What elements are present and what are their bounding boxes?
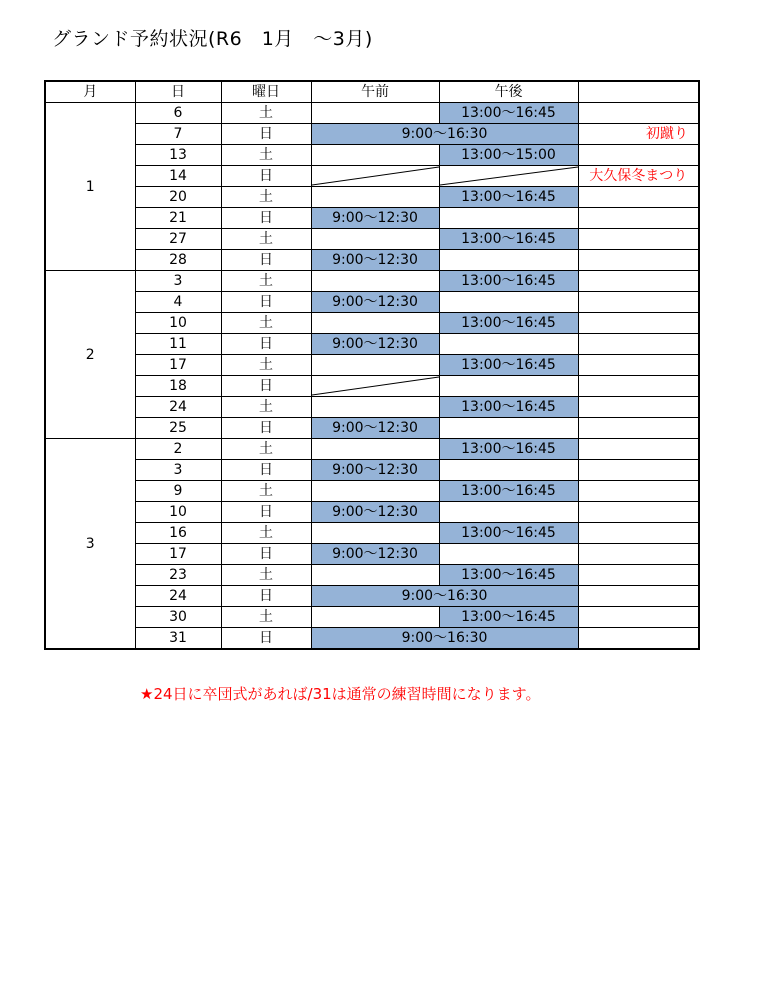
am-slot: 9:00～12:30 <box>311 208 439 229</box>
table-row <box>45 397 699 418</box>
weekday-cell: 日 <box>221 208 311 229</box>
header-note <box>578 81 699 103</box>
day-cell: 11 <box>135 334 221 355</box>
day-cell: 3 <box>135 271 221 292</box>
table-row <box>45 565 699 586</box>
pm-slot <box>439 418 578 439</box>
am-slot <box>311 439 439 460</box>
weekday-cell: 日 <box>221 418 311 439</box>
note-cell <box>578 334 699 355</box>
pm-slot: 13:00～16:45 <box>439 523 578 544</box>
note-cell <box>578 523 699 544</box>
am-slot: 9:00～12:30 <box>311 250 439 271</box>
day-cell: 10 <box>135 502 221 523</box>
note-cell <box>578 439 699 460</box>
note-cell <box>578 145 699 166</box>
note-cell <box>578 376 699 397</box>
weekday-cell: 土 <box>221 397 311 418</box>
am-slot <box>311 166 439 187</box>
am-slot: 9:00～12:30 <box>311 418 439 439</box>
weekday-cell: 土 <box>221 481 311 502</box>
day-cell: 17 <box>135 355 221 376</box>
weekday-cell: 日 <box>221 628 311 650</box>
day-cell: 21 <box>135 208 221 229</box>
fullday-slot: 9:00～16:30 <box>311 124 578 145</box>
header-pm: 午後 <box>439 81 578 103</box>
am-slot <box>311 481 439 502</box>
note-cell <box>578 565 699 586</box>
note-cell <box>578 271 699 292</box>
weekday-cell: 日 <box>221 250 311 271</box>
pm-slot: 13:00～16:45 <box>439 439 578 460</box>
weekday-cell: 日 <box>221 166 311 187</box>
table-row <box>45 166 699 187</box>
pm-slot <box>439 544 578 565</box>
weekday-cell: 日 <box>221 544 311 565</box>
note-cell: 初蹴り <box>578 124 699 145</box>
am-slot: 9:00～12:30 <box>311 460 439 481</box>
pm-slot: 13:00～16:45 <box>439 271 578 292</box>
weekday-cell: 土 <box>221 313 311 334</box>
am-slot <box>311 229 439 250</box>
weekday-cell: 土 <box>221 355 311 376</box>
table-row <box>45 628 699 650</box>
day-cell: 6 <box>135 103 221 124</box>
am-slot: 9:00～12:30 <box>311 334 439 355</box>
am-slot <box>311 376 439 397</box>
pm-slot: 13:00～16:45 <box>439 565 578 586</box>
am-slot <box>311 271 439 292</box>
day-cell: 14 <box>135 166 221 187</box>
table-row <box>45 145 699 166</box>
table-row <box>45 460 699 481</box>
am-slot <box>311 145 439 166</box>
day-cell: 9 <box>135 481 221 502</box>
weekday-cell: 日 <box>221 376 311 397</box>
weekday-cell: 土 <box>221 145 311 166</box>
table-row <box>45 418 699 439</box>
fullday-slot: 9:00～16:30 <box>311 628 578 650</box>
fullday-slot: 9:00～16:30 <box>311 586 578 607</box>
table-row <box>45 607 699 628</box>
reservation-table <box>44 80 700 650</box>
pm-slot <box>439 334 578 355</box>
note-cell <box>578 418 699 439</box>
day-cell: 2 <box>135 439 221 460</box>
table-row <box>45 103 699 124</box>
day-cell: 20 <box>135 187 221 208</box>
pm-slot <box>439 502 578 523</box>
pm-slot: 13:00～16:45 <box>439 313 578 334</box>
month-cell: 2 <box>45 271 135 439</box>
pm-slot: 13:00～16:45 <box>439 397 578 418</box>
table-row <box>45 208 699 229</box>
weekday-cell: 土 <box>221 565 311 586</box>
note-cell <box>578 229 699 250</box>
weekday-cell: 日 <box>221 292 311 313</box>
pm-slot: 13:00～16:45 <box>439 229 578 250</box>
weekday-cell: 日 <box>221 586 311 607</box>
day-cell: 3 <box>135 460 221 481</box>
note-cell <box>578 586 699 607</box>
table-row <box>45 544 699 565</box>
table-row <box>45 292 699 313</box>
note-cell <box>578 628 699 650</box>
weekday-cell: 土 <box>221 607 311 628</box>
note-cell <box>578 187 699 208</box>
day-cell: 31 <box>135 628 221 650</box>
pm-slot <box>439 166 578 187</box>
day-cell: 25 <box>135 418 221 439</box>
day-cell: 17 <box>135 544 221 565</box>
day-cell: 4 <box>135 292 221 313</box>
table-row <box>45 523 699 544</box>
day-cell: 27 <box>135 229 221 250</box>
note-cell <box>578 103 699 124</box>
am-slot <box>311 607 439 628</box>
table-row <box>45 229 699 250</box>
header-day: 日 <box>135 81 221 103</box>
weekday-cell: 土 <box>221 103 311 124</box>
note-cell <box>578 502 699 523</box>
day-cell: 13 <box>135 145 221 166</box>
header-am: 午前 <box>311 81 439 103</box>
am-slot <box>311 355 439 376</box>
table-row <box>45 586 699 607</box>
am-slot <box>311 187 439 208</box>
pm-slot: 13:00～16:45 <box>439 607 578 628</box>
weekday-cell: 日 <box>221 334 311 355</box>
am-slot <box>311 313 439 334</box>
pm-slot <box>439 208 578 229</box>
table-row <box>45 271 699 292</box>
weekday-cell: 土 <box>221 187 311 208</box>
weekday-cell: 土 <box>221 229 311 250</box>
note-cell <box>578 250 699 271</box>
table-row <box>45 439 699 460</box>
table-row <box>45 250 699 271</box>
am-slot <box>311 103 439 124</box>
pm-slot <box>439 292 578 313</box>
pm-slot: 13:00～15:00 <box>439 145 578 166</box>
am-slot: 9:00～12:30 <box>311 292 439 313</box>
table-row <box>45 313 699 334</box>
am-slot <box>311 565 439 586</box>
day-cell: 10 <box>135 313 221 334</box>
pm-slot: 13:00～16:45 <box>439 481 578 502</box>
table-row <box>45 334 699 355</box>
weekday-cell: 日 <box>221 460 311 481</box>
am-slot <box>311 397 439 418</box>
header-row <box>45 81 699 103</box>
weekday-cell: 日 <box>221 124 311 145</box>
weekday-cell: 土 <box>221 439 311 460</box>
note-cell <box>578 544 699 565</box>
note-cell <box>578 355 699 376</box>
header-weekday: 曜日 <box>221 81 311 103</box>
day-cell: 18 <box>135 376 221 397</box>
table-row <box>45 481 699 502</box>
day-cell: 24 <box>135 586 221 607</box>
day-cell: 28 <box>135 250 221 271</box>
pm-slot <box>439 460 578 481</box>
month-cell: 1 <box>45 103 135 271</box>
day-cell: 16 <box>135 523 221 544</box>
am-slot: 9:00～12:30 <box>311 502 439 523</box>
note-cell <box>578 460 699 481</box>
day-cell: 30 <box>135 607 221 628</box>
note-cell <box>578 397 699 418</box>
am-slot: 9:00～12:30 <box>311 544 439 565</box>
note-cell <box>578 313 699 334</box>
footer-note: ★24日に卒団式があれば/31は通常の練習時間になります。 <box>140 685 541 703</box>
weekday-cell: 土 <box>221 271 311 292</box>
note-cell <box>578 607 699 628</box>
pm-slot: 13:00～16:45 <box>439 187 578 208</box>
note-cell <box>578 208 699 229</box>
pm-slot <box>439 250 578 271</box>
table-row <box>45 502 699 523</box>
note-cell <box>578 292 699 313</box>
day-cell: 24 <box>135 397 221 418</box>
note-cell <box>578 481 699 502</box>
table-row <box>45 187 699 208</box>
note-cell: 大久保冬まつり <box>578 166 699 187</box>
pm-slot <box>439 376 578 397</box>
weekday-cell: 土 <box>221 523 311 544</box>
table-row <box>45 355 699 376</box>
pm-slot: 13:00～16:45 <box>439 355 578 376</box>
day-cell: 7 <box>135 124 221 145</box>
pm-slot: 13:00～16:45 <box>439 103 578 124</box>
page-title: グランド予約状況(R6 1月 ～3月) <box>52 28 373 50</box>
table-row <box>45 376 699 397</box>
header-month: 月 <box>45 81 135 103</box>
table-row <box>45 124 699 145</box>
day-cell: 23 <box>135 565 221 586</box>
weekday-cell: 日 <box>221 502 311 523</box>
month-cell: 3 <box>45 439 135 650</box>
am-slot <box>311 523 439 544</box>
